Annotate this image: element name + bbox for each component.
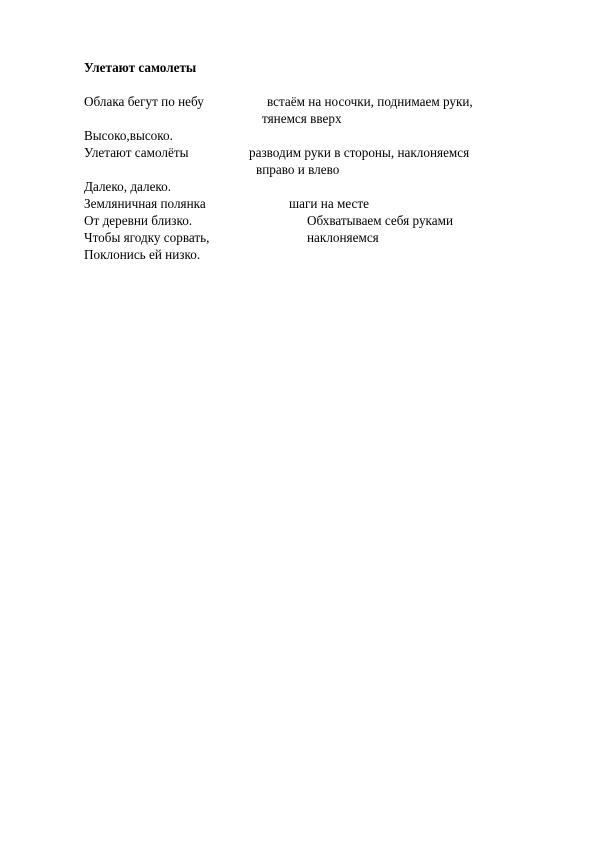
action-line-3: шаги на месте — [289, 196, 369, 211]
action-line-4: Обхватываем себя руками — [307, 213, 454, 228]
action-line-1: встаём на носочки, поднимаем руки, — [267, 94, 473, 109]
verse-line-6: От деревни близко. — [84, 213, 193, 228]
verse-line-3: Улетают самолёты — [84, 145, 189, 160]
verse-line-2: Высоко,высоко. — [84, 128, 173, 143]
verse-line-1: Облака бегут по небу — [84, 94, 204, 109]
action-line-1-cont: тянемся вверх — [262, 111, 342, 126]
verse-line-5: Земляничная полянка — [84, 196, 206, 211]
document-title: Улетают самолеты — [84, 60, 197, 75]
verse-line-4: Далеко, далеко. — [84, 179, 172, 194]
action-line-5: наклоняемся — [307, 230, 379, 245]
verse-line-7: Чтобы ягодку сорвать, — [84, 230, 210, 245]
action-line-2: разводим руки в стороны, наклоняемся — [249, 145, 470, 160]
verse-line-8: Поклонись ей низко. — [84, 247, 201, 262]
action-line-2-cont: вправо и влево — [256, 162, 340, 177]
